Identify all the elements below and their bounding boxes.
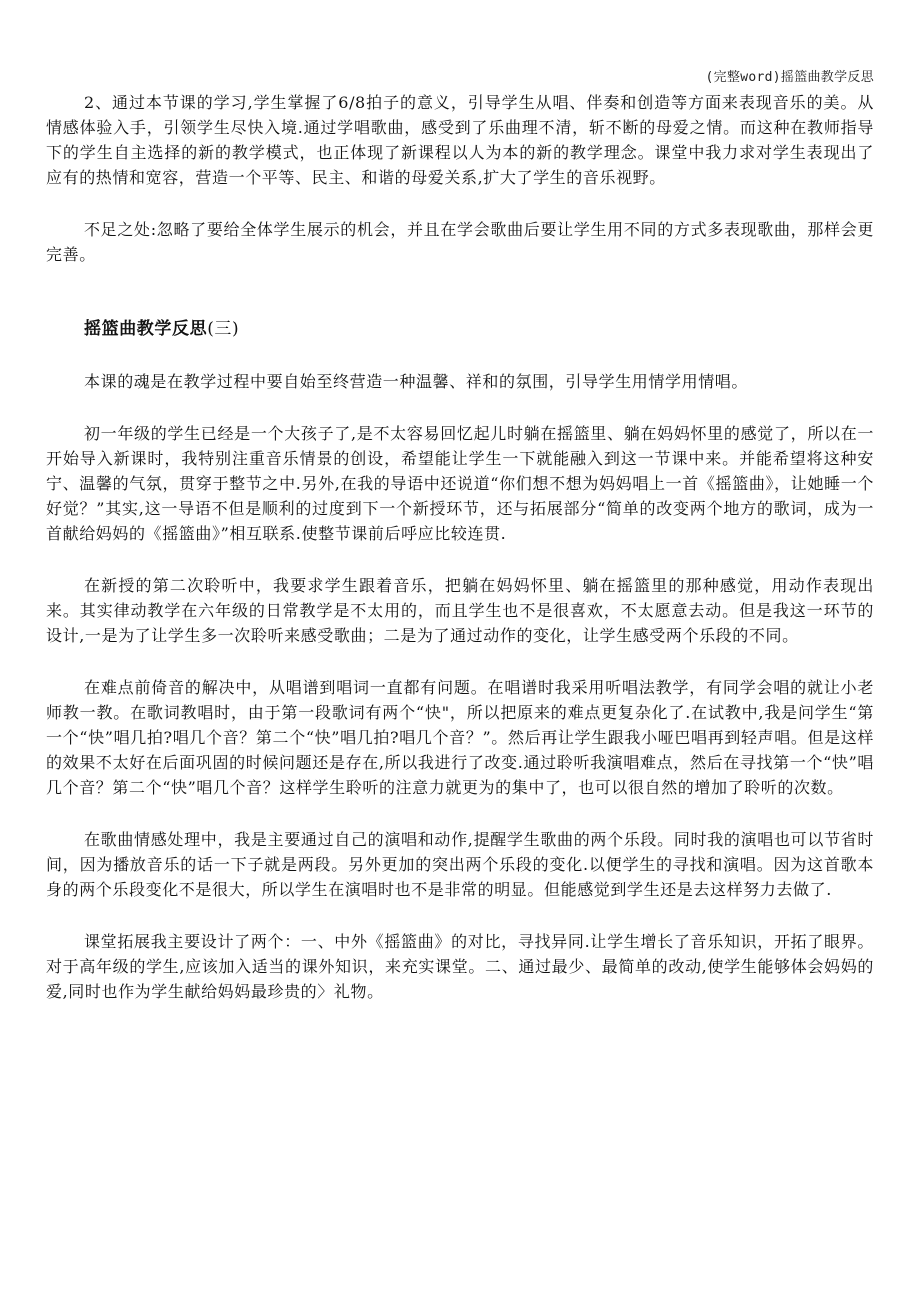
section-heading-suffix: (三): [207, 319, 240, 339]
paragraph-second-listening: 在新授的第二次聆听中，我要求学生跟着音乐，把躺在妈妈怀里、躺在摇篮里的那种感觉，用动作表现出来。其实律动教学在六年级的日常教学是不太用的，而且学生也不是很喜欢，不太愿意去动。但是我这一环节的设计,一是为了让学生多一次聆听来感受歌曲；二是为了通过动作的变化，让学生感受两个乐段的不同。: [46, 576, 874, 645]
page-header: (完整word)摇篮曲教学反思: [705, 70, 874, 85]
paragraph-lesson-soul: 本课的魂是在教学过程中要自始至终营造一种温馨、祥和的氛围，引导学生用情学用情唱。: [84, 372, 749, 391]
section-heading-title: 摇篮曲教学反思: [84, 319, 208, 339]
paragraph-emotion-handling: 在歌曲情感处理中，我是主要通过自己的演唱和动作,提醒学生歌曲的两个乐段。同时我的演唱也可以节省时间，因为播放音乐的话一下子就是两段。另外更加的突出两个乐段的变化.以便学生的寻找和演唱。因为这首歌本身的两个乐段变化不是很大，所以学生在演唱时也不是非常的明显。但能感觉到学生还是去这样努力去做了.: [46, 830, 874, 899]
document-body: [46, 90, 874, 1004]
paragraph-extension: 课堂拓展我主要设计了两个：一、中外《摇篮曲》的对比，寻找异同.让学生增长了音乐知识，开拓了眼界。对于高年级的学生,应该加入适当的课外知识，来充实课堂。二、通过最少、最简单的改动,使学生能够体会妈妈的爱,同时也作为学生献给妈妈最珍贵的〉礼物。: [46, 932, 874, 1001]
paragraph-shortcomings: 不足之处:忽略了要给全体学生展示的机会，并且在学会歌曲后要让学生用不同的方式多表现歌曲，那样会更完善。: [46, 220, 874, 264]
paragraph-introduction: 初一年级的学生已经是一个大孩子了,是不太容易回忆起儿时躺在摇篮里、躺在妈妈怀里的感觉了，所以在一开始导入新课时，我特别注重音乐情景的创设，希望能让学生一下就能融入到这一节课中来。并能希望将这种安宁、温馨的气氛，贯穿于整节之中.另外,在我的导语中还说道“你们想不想为妈妈唱上一首《摇篮曲》，让她睡一个好觉？”其实,这一导语不但是顺利的过度到下一个新授环节，还与拓展部分“简单的改变两个地方的歌词，成为一首献给妈妈的《摇篮曲》”相互联系.使整节课前后呼应比较连贯.: [46, 424, 874, 543]
section-heading: [46, 317, 874, 342]
paragraph-summary-point-2: 2、通过本节课的学习,学生掌握了6/8拍子的意义，引导学生从唱、伴奏和创造等方面来表现音乐的美。从情感体验入手，引领学生尽快入境.通过学唱歌曲，感受到了乐曲理不清，斩不断的母爱之情。而这种在教师指导下的学生自主选择的新的教学模式，也正体现了新课程以人为本的新的教学理念。课堂中我力求对学生表现出了应有的热情和宽容，营造一个平等、民主、和谐的母爱关系,扩大了学生的音乐视野。: [46, 93, 874, 187]
paragraph-difficult-point: 在难点前倚音的解决中，从唱谱到唱词一直都有问题。在唱谱时我采用听唱法教学，有同学会唱的就让小老师教一教。在歌词教唱时，由于第一段歌词有两个“快"，所以把原来的难点更复杂化了.在试教中,我是问学生“第一个“快”唱几拍?唱几个音？第二个“快”唱几拍?唱几个音？”。然后再让学生跟我小哑巴唱再到轻声唱。但是这样的效果不太好在后面巩固的时候问题还是存在,所以我进行了改变.通过聆听我演唱难点，然后在寻找第一个“快”唱几个音？第二个“快”唱几个音？这样学生聆听的注意力就更为的集中了，也可以很自然的增加了聆听的次数。: [46, 678, 874, 797]
